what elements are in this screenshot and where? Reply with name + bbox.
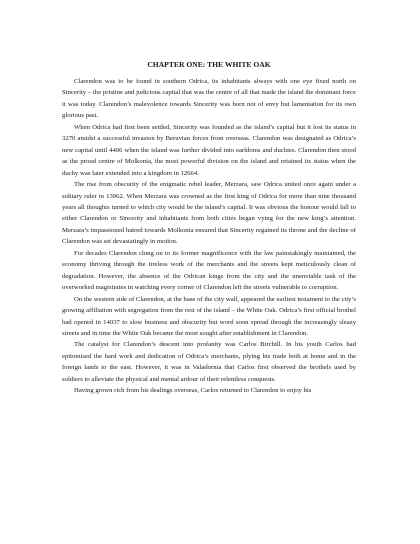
paragraph: When Odrica had first been settled, Sincerity was founded as the island’s capital but it lost its status in 3270 amidst a successful invasion by Beruvian forces from overseas. Clarendon was designated as Odrica’s new capital until 4406 when the island was further divided into earldoms and duchies. Clarendon then stood as the proud centre of Molkonia, the most powerful division on the island and retained its status when the duchy was later extended into a kingdom in 12664. xyxy=(62,123,356,177)
paragraph: For decades Clarendon clung on to its former magnificence with the law painstakingly maintained, the economy thriving through the tireless work of the merchants and the streets kept meticulously clean of degradation. However, the absence of the Odrican kings from the city and the unenviable task of the overworked magistrates in watching every corner of Clarendon left the streets vulnerable to corruption. xyxy=(62,249,356,292)
paragraph: Clarendon was to be found in southern Odrica, its inhabitants always with one eye fixed north on Sincerity – the pristine and judicious capital that was the centre of all that made the island the dominant force it was today. Clarendon’s malevolence towards Sincerity was born not of envy but lamentation for its own glorious past. xyxy=(62,78,356,120)
paragraph: The catalyst for Clarendon’s descent into profanity was Carlos Birchill. In his youth Carlos had epitomised the hard work and dedication of Odrica’s merchants, plying his trade both at home and in the foreign lands to the east. However, it was in Valadornia that Carlos first observed the brothels used by soldiers to alleviate the physical and mental ardour of their relentless conquests. xyxy=(62,341,356,383)
page-content xyxy=(62,60,356,397)
paragraph: Having grown rich from his dealings overseas, Carlos returned to Clarendon to enjoy his xyxy=(74,387,312,395)
chapter-title: CHAPTER ONE: THE WHITE OAK xyxy=(147,60,271,69)
paragraph: On the western side of Clarendon, at the base of the city wall, appeared the earliest testament to the city’s growing affiliation with segregation from the rest of the island – the White Oak. Odrica’s first official brothel had opened in 14037 to slow business and obscurity but word soon spread through the increasingly sleazy streets and in time the White Oak became the most sought after establishment in Clarendon. xyxy=(62,295,356,337)
paragraph: The rise from obscurity of the enigmatic rebel leader, Merzara, saw Odrica united once again under a solitary ruler in 13962. When Merzara was crowned as the first king of Odrica for more than nine thousand years all thoughts turned to which city would be the island’s capital. It was obvious the honour would fall to either Clarendon or Sincerity and inhabitants from both cities began vying for the new king’s attention. Merzara’s impassioned hatred towards Molkonia ensured that Sincerity regained its throne and the decline of Clarendon was set devastatingly in motion. xyxy=(62,181,356,246)
